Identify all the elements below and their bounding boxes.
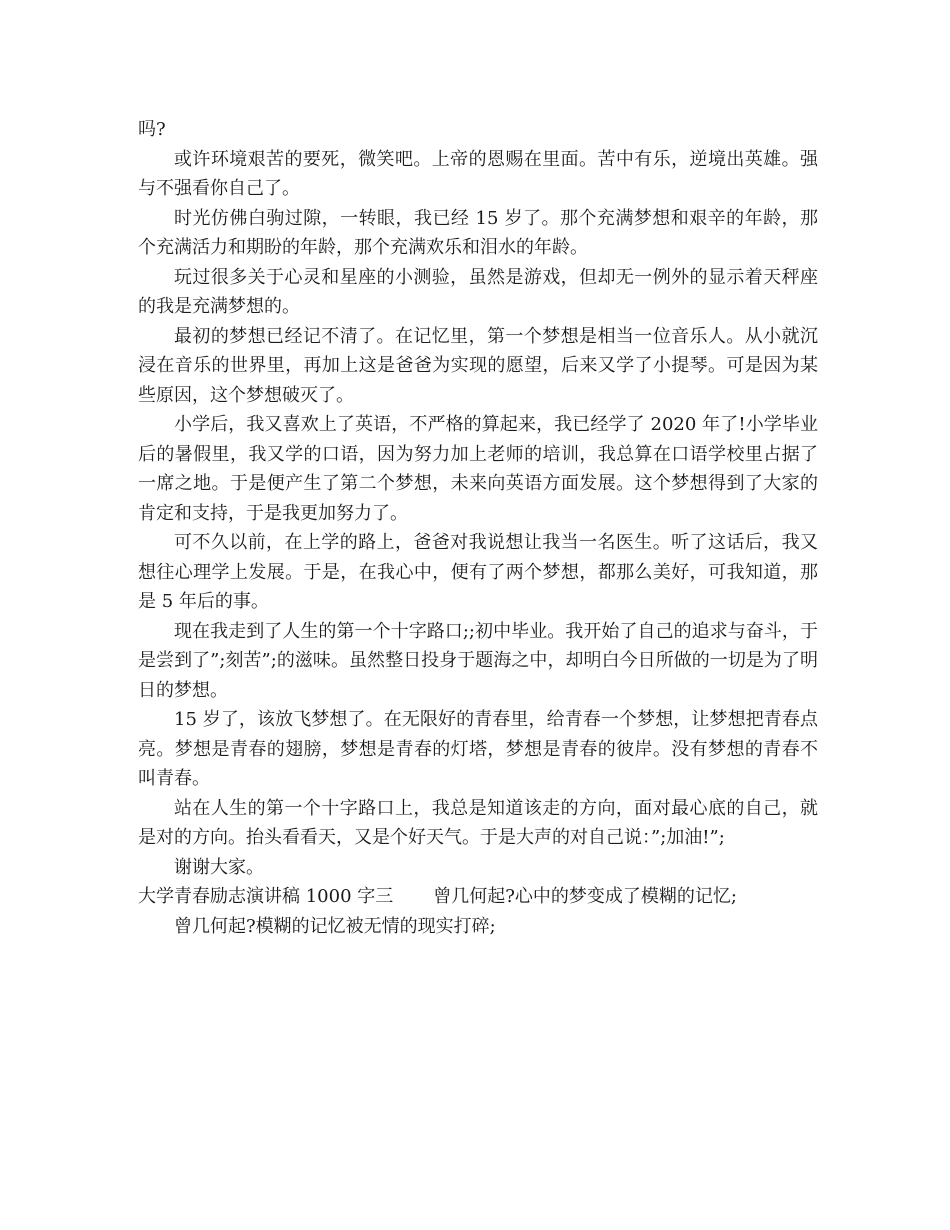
section-first-sentence: 曾几何起?心中的梦变成了模糊的记忆; bbox=[433, 886, 737, 907]
paragraph: 谢谢大家。 bbox=[174, 856, 264, 878]
paragraph: 曾几何起?模糊的记忆被无情的现实打碎; bbox=[174, 915, 496, 937]
section-title: 大学青春励志演讲稿 1000 字三 bbox=[138, 886, 394, 907]
paragraph: 现在我走到了人生的第一个十字路口;;初中毕业。我开始了自己的追求与奋斗，于是尝到了”;刻苦”;的滋味。虽然整日投身于题海之中，却明白今日所做的一切是为了明日的梦想。 bbox=[138, 620, 818, 701]
paragraph: 吗? bbox=[138, 119, 166, 140]
paragraph: 可不久以前，在上学的路上，爸爸对我说想让我当一名医生。听了这话后，我又想往心理学上发展。于是，在我心中，便有了两个梦想，都那么美好，可我知道，那是 5 年后的事。 bbox=[138, 532, 818, 612]
document-body bbox=[138, 115, 818, 941]
paragraph: 站在人生的第一个十字路口上，我总是知道该走的方向，面对最心底的自己，就是对的方向。抬头看看天，又是个好天气。于是大声的对自己说：”;加油!”; bbox=[138, 797, 818, 848]
section-heading-line bbox=[138, 882, 818, 912]
paragraph: 玩过很多关于心灵和星座的小测验，虽然是游戏，但却无一例外的显示着天秤座的我是充满梦想的。 bbox=[138, 266, 818, 317]
paragraph: 或许环境艰苦的要死，微笑吧。上帝的恩赐在里面。苦中有乐，逆境出英雄。强与不强看你自己了。 bbox=[138, 148, 818, 199]
paragraph: 小学后，我又喜欢上了英语，不严格的算起来，我已经学了 2020 年了!小学毕业后的暑假里，我又学的口语，因为努力加上老师的培训，我总算在口语学校里占据了一席之地。于是便产生了第二个梦想，未来向英语方面发展。这个梦想得到了大家的肯定和支持，于是我更加努力了。 bbox=[138, 414, 818, 524]
paragraph: 时光仿佛白驹过隙，一转眼，我已经 15 岁了。那个充满梦想和艰辛的年龄，那个充满活力和期盼的年龄，那个充满欢乐和泪水的年龄。 bbox=[138, 207, 818, 258]
paragraph: 最初的梦想已经记不清了。在记忆里，第一个梦想是相当一位音乐人。从小就沉浸在音乐的世界里，再加上这是爸爸为实现的愿望，后来又学了小提琴。可是因为某些原因，这个梦想破灭了。 bbox=[138, 325, 818, 406]
paragraph: 15 岁了，该放飞梦想了。在无限好的青春里，给青春一个梦想，让梦想把青春点亮。梦想是青春的翅膀，梦想是青春的灯塔，梦想是青春的彼岸。没有梦想的青春不叫青春。 bbox=[138, 709, 818, 789]
